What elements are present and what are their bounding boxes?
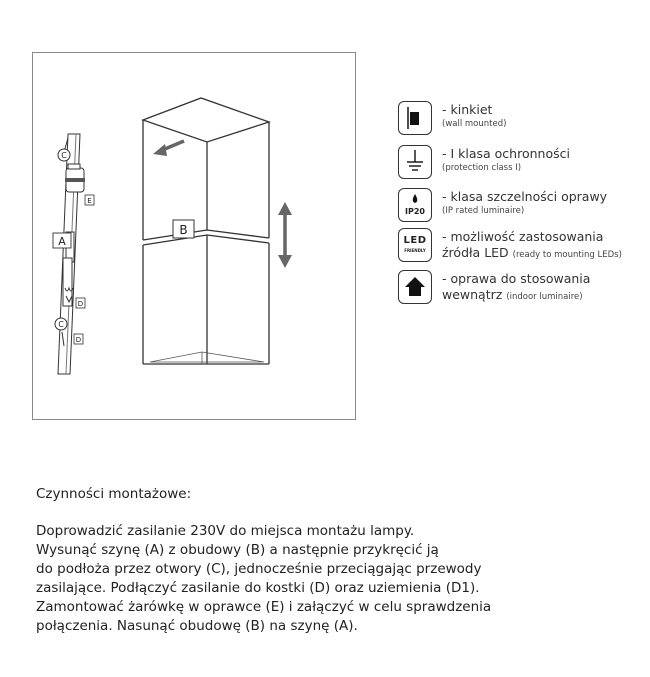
instruction-line: zasilające. Podłączyć zasilanie do kostki (D) oraz uziemienia (D1). [36,580,480,596]
instruction-line: Doprowadzić zasilanie 230V do miejsca montażu lampy. [36,523,415,539]
legend-item-indoor [398,270,648,304]
label-d [76,298,85,308]
svg-text:E: E [87,197,92,205]
svg-text:C: C [58,320,64,329]
svg-text:D: D [77,300,84,308]
legend-text: - kinkiet (wall mounted) [442,102,507,129]
slide-arrow [153,141,184,156]
legend-item-led [398,228,648,262]
label-b [173,220,194,238]
instructions-body [36,522,491,636]
ground-icon [398,145,432,179]
svg-text:D: D [75,336,82,344]
lamp-housing [143,98,269,364]
led-icon: LED FRIENDLY [398,228,432,262]
instructions-title: Czynności montażowe: [36,486,192,502]
instruction-line: Wysunąć szynę (A) z obudowy (B) a następnie przykręcić ją [36,542,439,558]
instruction-line: połączenia. Nasunąć obudowę (B) na szynę (A). [36,618,358,634]
vertical-arrow [278,202,292,268]
legend-item-protection-class [398,145,648,179]
legend-text: - możliwość zastosowania źródła LED (ready to mounting LEDs) [442,229,622,260]
svg-text:C: C [61,151,67,160]
instruction-line: Zamontować żarówkę w oprawce (E) i załączyć w celu sprawdzenia [36,599,492,615]
wall-mounted-icon [398,101,432,135]
label-d-bottom [74,334,83,344]
legend-item-wall-mounted [398,101,648,135]
legend-text: - klasa szczelności oprawy (IP rated luminaire) [442,189,608,216]
legend-item-ip-rating [398,188,648,222]
label-e [85,195,94,205]
legend-text: - oprawa do stosowania wewnątrz (indoor luminaire) [442,271,591,302]
label-c-bottom [55,318,67,330]
svg-text:B: B [179,223,188,237]
house-icon [398,270,432,304]
lamp-assembly-drawing [32,52,356,420]
label-c-top [58,149,70,161]
instruction-line: do podłoża przez otwory (C), jednocześnie przeciągając przewody [36,561,482,577]
water-drop-icon: IP20 [398,188,432,222]
legend-text: - I klasa ochronności (protection class I) [442,146,570,173]
label-a [53,233,71,248]
svg-text:A: A [58,235,66,248]
